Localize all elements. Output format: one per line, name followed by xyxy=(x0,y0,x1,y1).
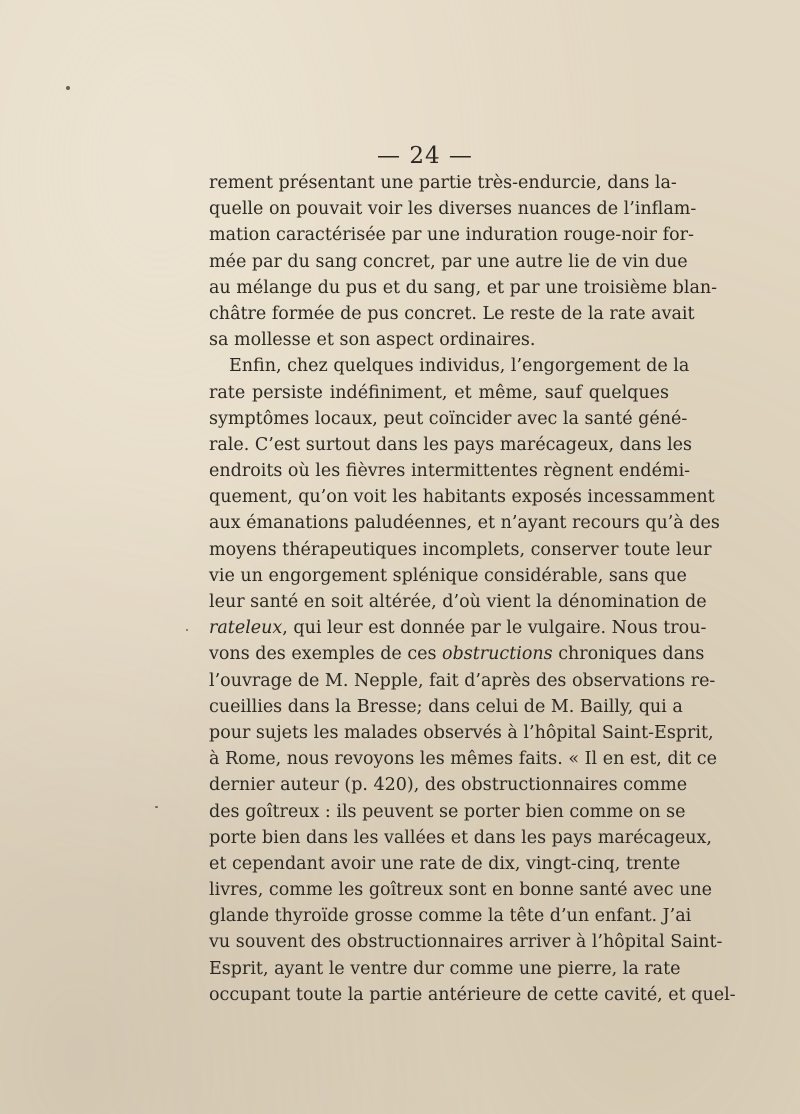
ink-speck xyxy=(186,629,188,631)
text-line: occupant toute la partie antérieure de cette cavité, et quel- xyxy=(209,984,736,1005)
ink-speck xyxy=(66,86,70,90)
body-text xyxy=(209,170,736,1008)
text-line: vons des exemples de ces obstructions chroniques dans xyxy=(209,644,705,665)
text-line: vie un engorgement splénique considérable, sans que xyxy=(209,565,687,586)
text-line: moyens thérapeutiques incomplets, conserver toute leur xyxy=(209,539,712,560)
text-line: quelle on pouvait voir les diverses nuances de l’inflam- xyxy=(209,199,697,220)
text-line: Esprit, ayant le ventre dur comme une pierre, la rate xyxy=(209,958,681,979)
text-line: cueillies dans la Bresse; dans celui de M. Bailly, qui a xyxy=(209,696,683,717)
text-line: et cependant avoir une rate de dix, vingt-cinq, trente xyxy=(209,853,681,874)
text-line: symptômes locaux, peut coïncider avec la santé géné- xyxy=(209,408,688,429)
text-line: châtre formée de pus concret. Le reste de la rate avait xyxy=(209,303,695,324)
text-line: rale. C’est surtout dans les pays marécageux, dans les xyxy=(209,434,693,455)
text-line: porte bien dans les vallées et dans les pays marécageux, xyxy=(209,827,712,848)
text-line: Enfin, chez quelques individus, l’engorgement de la xyxy=(229,356,690,377)
ink-speck xyxy=(155,806,158,808)
text-line: mée par du sang concret, par une autre lie de vin due xyxy=(209,251,688,272)
text-line: mation caractérisée par une induration rouge-noir for- xyxy=(209,225,694,246)
text-line: endroits où les fièvres intermittentes règnent endémi- xyxy=(209,461,691,482)
text-line: sa mollesse et son aspect ordinaires. xyxy=(209,330,536,351)
text-line: glande thyroïde grosse comme la tête d’un enfant. J’ai xyxy=(209,906,692,927)
text-line: pour sujets les malades observés à l’hôpital Saint-Esprit, xyxy=(209,722,714,743)
text-line: rateleux, qui leur est donnée par le vulgaire. Nous trou- xyxy=(209,618,707,639)
text-line: leur santé en soit altérée, d’où vient la dénomination de xyxy=(209,592,707,612)
text-line: au mélange du pus et du sang, et par une troisième blan- xyxy=(209,277,718,298)
text-line: aux émanations paludéennes, et n’ayant recours qu’à des xyxy=(209,513,720,534)
text-line: rement présentant une partie très-endurcie, dans la- xyxy=(209,173,677,193)
page-number: — 24 — xyxy=(377,143,473,169)
text-line: l’ouvrage de M. Nepple, fait d’après des observations re- xyxy=(209,670,716,691)
text-line: quement, qu’on voit les habitants exposés incessamment xyxy=(209,487,715,508)
text-line: dernier auteur (p. 420), des obstructionnaires comme xyxy=(209,775,688,796)
text-line: vu souvent des obstructionnaires arriver à l’hôpital Saint- xyxy=(209,932,723,953)
text-line: des goîtreux : ils peuvent se porter bien comme on se xyxy=(209,801,686,822)
text-line: livres, comme les goîtreux sont en bonne santé avec une xyxy=(209,880,712,901)
text-line: à Rome, nous revoyons les mêmes faits. « Il en est, dit ce xyxy=(209,749,717,770)
text-line: rate persiste indéfiniment, et même, sauf quelques xyxy=(209,382,669,403)
